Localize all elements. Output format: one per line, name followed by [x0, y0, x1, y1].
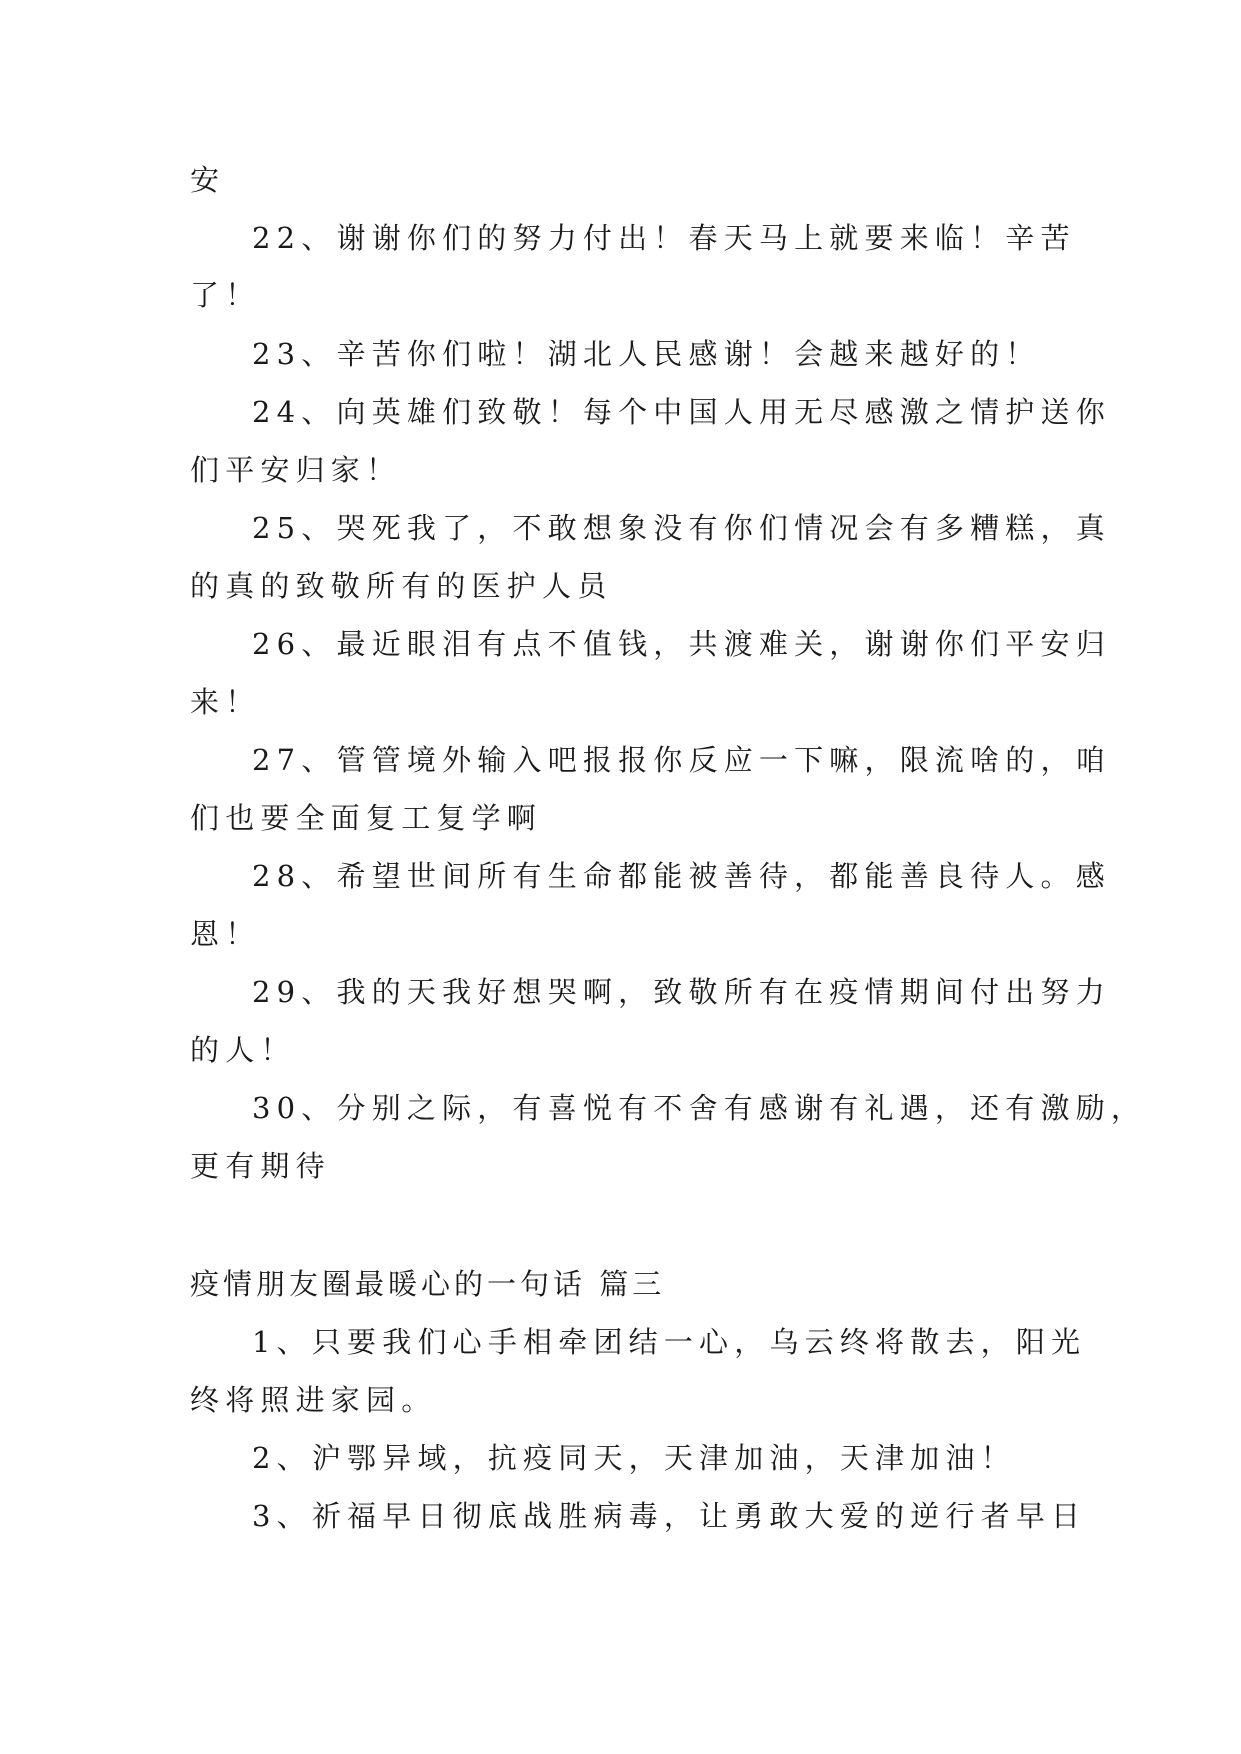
text-line: 来！ [190, 685, 261, 719]
list-item-30: 30、分别之际，有喜悦有不舍有感谢有礼遇，还有激励， [252, 1091, 1147, 1125]
list-item-1: 1、只要我们心手相牵团结一心，乌云终将散去，阳光 [252, 1325, 1087, 1359]
list-item-2: 2、沪鄂异域，抗疫同天，天津加油，天津加油！ [252, 1441, 1016, 1475]
text-line: 恩！ [190, 917, 261, 951]
text-line: 更有期待 [190, 1149, 331, 1183]
list-item-25: 25、哭死我了，不敢想象没有你们情况会有多糟糕，真 [252, 511, 1111, 545]
list-item-3: 3、祈福早日彻底战胜病毒，让勇敢大爱的逆行者早日 [252, 1499, 1087, 1533]
list-item-23: 23、辛苦你们啦！湖北人民感谢！会越来越好的！ [252, 337, 1041, 371]
text-line: 的人！ [190, 1033, 296, 1067]
text-line: 终将照进家园。 [190, 1383, 437, 1417]
list-item-29: 29、我的天我好想哭啊，致敬所有在疫情期间付出努力 [252, 975, 1111, 1009]
text-line: 们平安归家！ [190, 453, 402, 487]
text-line: 们也要全面复工复学啊 [190, 801, 543, 835]
text-line: 的真的致敬所有的医护人员 [190, 569, 613, 603]
list-item-27: 27、管管境外输入吧报报你反应一下嘛，限流啥的，咱 [252, 743, 1111, 777]
list-item-24: 24、向英雄们致敬！每个中国人用无尽感激之情护送你 [252, 395, 1111, 429]
list-item-22: 22、谢谢你们的努力付出！春天马上就要来临！辛苦 [252, 221, 1076, 255]
section-heading: 疫情朋友圈最暖心的一句话 篇三 [190, 1267, 666, 1301]
text-line: 了！ [190, 278, 261, 312]
list-item-28: 28、希望世间所有生命都能被善待，都能善良待人。感 [252, 859, 1111, 893]
text-line: 安 [190, 163, 226, 197]
list-item-26: 26、最近眼泪有点不值钱，共渡难关，谢谢你们平安归 [252, 627, 1111, 661]
